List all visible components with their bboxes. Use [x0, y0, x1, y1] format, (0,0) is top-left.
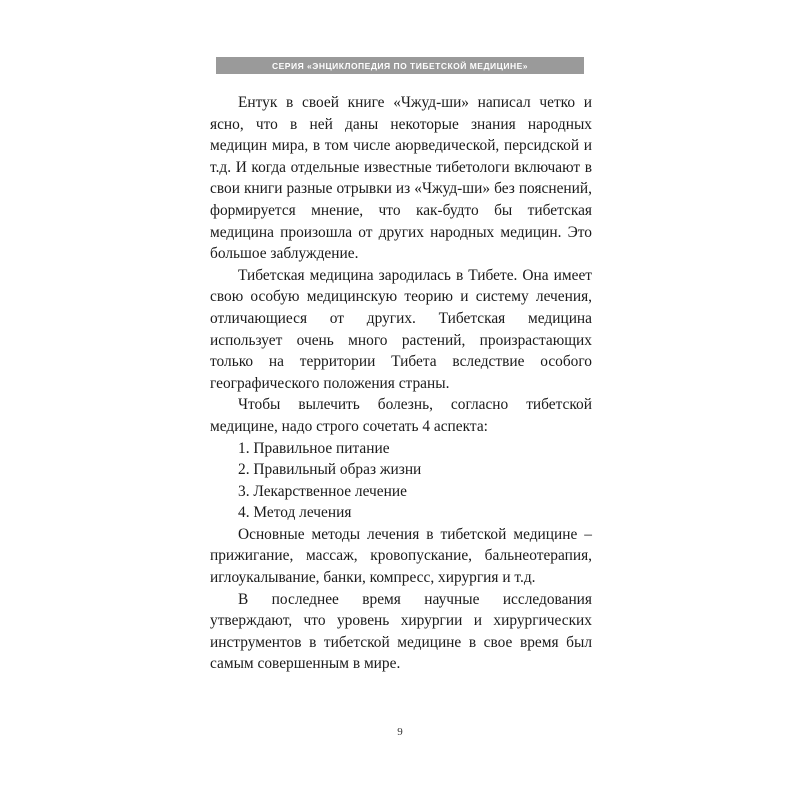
page-number: 9 — [397, 726, 403, 738]
paragraph: В последнее время научные исследования утверждают, что уровень хирургии и хирургических инструментов в тибетской медицине в свое время был самым совершенным в мире. — [210, 590, 592, 673]
page-content — [210, 92, 592, 675]
series-header-band — [216, 57, 584, 74]
aspects-list — [210, 438, 592, 524]
list-item: 3. Лекарственное лечение — [238, 482, 407, 500]
paragraph: Ентук в своей книге «Чжуд-ши» написал четко и ясно, что в ней даны некоторые знания народных медицин мира, в том числе аюрведической, персидской и т.д. И когда отдельные известные тибетологи включают в свои книги разные отрывки из «Чжуд-ши» без пояснений, формируется мнение, что как-будто бы тибетская медицина произошла от других народных медицин. Это большое заблуждение. — [210, 94, 592, 263]
paragraph: Чтобы вылечить болезнь, согласно тибетской медицине, надо строго сочетать 4 аспекта: — [210, 396, 592, 435]
list-item: 1. Правильное питание — [238, 439, 390, 457]
series-header-text: СЕРИЯ «ЭНЦИКЛОПЕДИЯ ПО ТИБЕТСКОЙ МЕДИЦИНЕ» — [272, 60, 528, 71]
paragraph: Основные методы лечения в тибетской медицине – прижигание, массаж, кровопускание, бальнеотерапия, иглоукалывание, банки, компресс, хирургия и т.д. — [210, 525, 592, 587]
list-item: 2. Правильный образ жизни — [238, 461, 422, 479]
list-item: 4. Метод лечения — [238, 504, 352, 522]
paragraph: Тибетская медицина зародилась в Тибете. Она имеет свою особую медицинскую теорию и систему лечения, отличающиеся от других. Тибетская медицина использует очень много растений, произрастающих только на территории Тибета вследствие особого географического положения страны. — [210, 266, 592, 392]
